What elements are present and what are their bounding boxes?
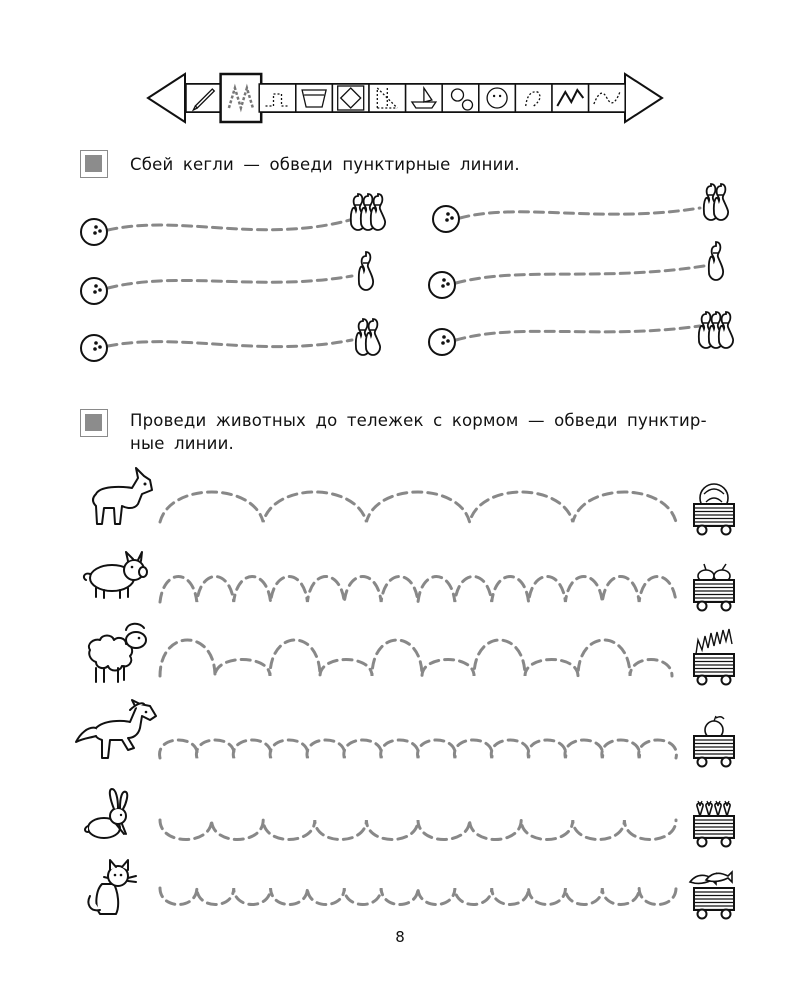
grass-cart-icon: [694, 629, 734, 685]
pig-icon: [84, 552, 147, 598]
trace-dashed-path: [160, 888, 676, 905]
page-number: 8: [395, 928, 405, 946]
apple-cart-icon: [694, 716, 734, 767]
bowling-pins-icon: [699, 312, 733, 348]
bowling-dashed-path: [456, 326, 700, 340]
beet-cart-icon: [694, 564, 734, 611]
task2-instruction-line2: ные линии.: [130, 434, 234, 453]
rabbit-icon: [85, 789, 127, 838]
trace-dashed-path: [160, 492, 676, 522]
trace-dashed-path: [160, 640, 672, 676]
bowling-dashed-path: [108, 220, 350, 230]
bowling-dashed-path: [108, 276, 352, 288]
bowling-ball-icon: [81, 335, 107, 361]
fish-cart-icon: [690, 872, 734, 919]
bowling-pins-icon: [356, 319, 380, 355]
bowling-ball-icon: [429, 329, 455, 355]
bowling-ball-icon: [81, 219, 107, 245]
bowling-pins-icon: [704, 184, 728, 220]
bowling-pins-icon: [359, 252, 373, 290]
bowling-dashed-path: [456, 266, 704, 283]
task2-instruction-line1: Проведи животных до тележек с кормом — обведи пунктир-: [130, 411, 707, 430]
bowling-dashed-path: [108, 340, 352, 347]
bowling-ball-icon: [429, 272, 455, 298]
task1-instruction: Сбей кегли — обведи пунктирные линии.: [130, 155, 520, 174]
cabbage-cart-icon: [694, 484, 734, 535]
bowling-dashed-path: [460, 208, 700, 218]
bowling-pins-icon: [709, 242, 723, 280]
bowling-ball-icon: [81, 278, 107, 304]
bowling-ball-icon: [433, 206, 459, 232]
bowling-pins-icon: [351, 194, 385, 230]
trace-dashed-path: [160, 577, 676, 603]
trace-dashed-path: [160, 820, 676, 840]
carrot-cart-icon: [694, 801, 734, 847]
horse-icon: [76, 700, 156, 758]
sheep-icon: [89, 624, 146, 682]
cat-icon: [88, 860, 136, 914]
goat-icon: [93, 468, 152, 524]
trace-dashed-path: [160, 740, 677, 758]
